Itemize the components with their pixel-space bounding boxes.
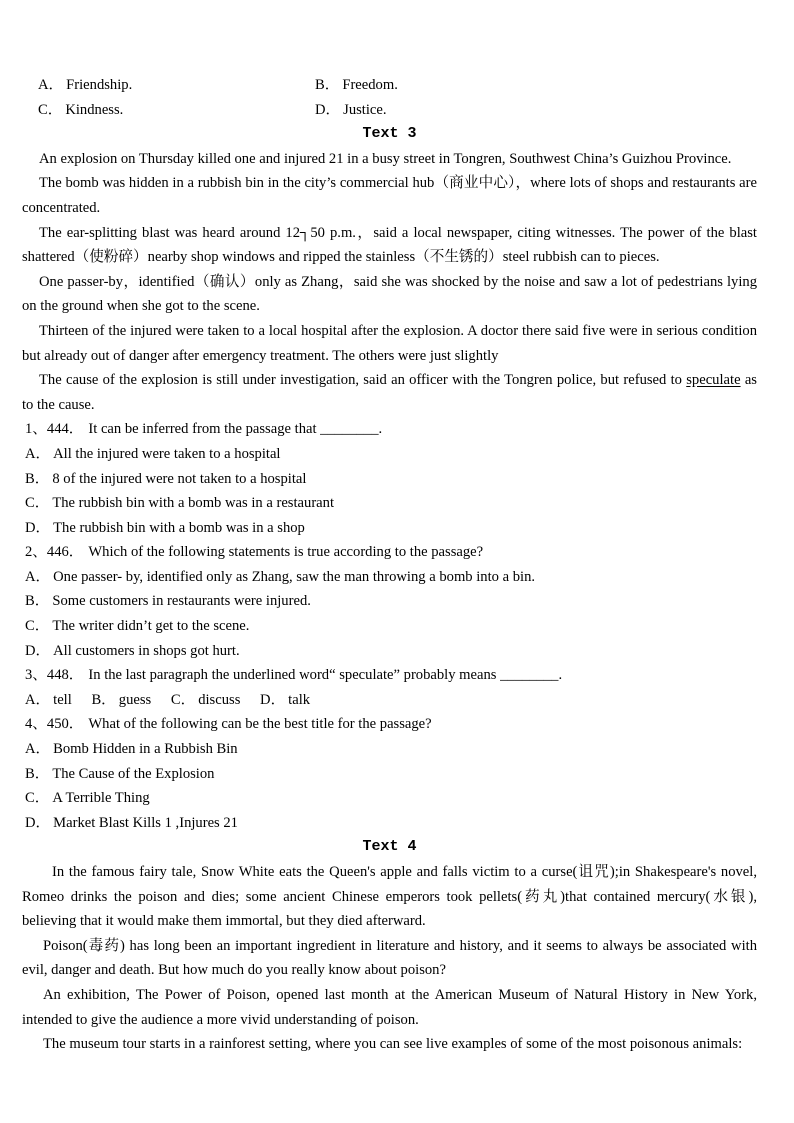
passage-paragraph: An exhibition, The Power of Poison, opened last month at the American Museum of Natural History in New York, intended to give the audience a more vivid understanding of poison. — [22, 986, 757, 1028]
option-letter: A． — [25, 445, 51, 462]
question-number: 4、450． — [25, 716, 84, 733]
option-letter: D． — [25, 814, 51, 831]
answer-option — [315, 73, 757, 98]
answer-option — [25, 467, 757, 492]
passage-paragraph — [22, 368, 757, 417]
option-text: The rubbish bin with a bomb was in a shop — [53, 519, 305, 536]
option-letter: C． — [25, 790, 50, 807]
question-number: 1、444． — [25, 421, 84, 438]
option-letter: A． — [25, 568, 51, 585]
option-letter: A． — [25, 741, 51, 758]
question-stem — [25, 540, 757, 565]
answer-option — [25, 737, 757, 762]
answer-option — [25, 786, 757, 811]
option-text: A Terrible Thing — [52, 790, 150, 807]
option-letter: D． — [315, 101, 341, 118]
answer-option — [25, 516, 757, 541]
option-text: Market Blast Kills 1 ,Injures 21 — [53, 814, 238, 831]
option-letter: C． — [25, 618, 50, 635]
answer-option — [38, 73, 315, 98]
answer-option — [25, 614, 757, 639]
answer-option — [25, 692, 72, 708]
option-text: talk — [288, 691, 311, 708]
paragraph-text: The cause of the explosion is still under investigation, said an officer with the Tongren police, but refused to — [39, 372, 687, 389]
answer-option — [25, 811, 757, 836]
question-number: 2、446． — [25, 544, 84, 561]
question-stem — [25, 417, 757, 442]
option-text: Some customers in restaurants were injured. — [52, 593, 311, 610]
option-text: Friendship. — [66, 77, 133, 93]
option-letter: B． — [25, 765, 50, 782]
passage-paragraph: One passer-by，identified（确认）only as Zhang，said she was shocked by the noise and saw a lot of pedestrians lying on the ground when she got to the scene. — [22, 273, 757, 315]
option-text: Freedom. — [342, 77, 398, 93]
option-text: discuss — [198, 691, 241, 708]
passage-paragraph: In the famous fairy tale, Snow White eats the Queen's apple and falls victim to a curse(诅咒);in Shakespeare's novel, Romeo drinks the poison and dies; some ancient Chinese emperors took pellets(药丸)that contained mercury(水银), believing that it would make them immortal, but they died afterward. — [22, 864, 757, 930]
option-text: Kindness. — [65, 101, 124, 118]
question-stem — [25, 663, 757, 688]
option-text: Justice. — [343, 101, 387, 118]
section-heading-text4: Text 4 — [362, 838, 417, 856]
underlined-word: speculate — [686, 372, 741, 389]
option-text: The Cause of the Explosion — [52, 765, 215, 782]
option-letter: A． — [25, 691, 51, 708]
option-text: The writer didn’t get to the scene. — [52, 618, 250, 635]
answer-option — [260, 692, 310, 708]
question-text: Which of the following statements is true according to the passage? — [88, 544, 484, 561]
option-text: guess — [118, 691, 152, 708]
option-letter: C． — [38, 101, 63, 118]
option-letter: B． — [25, 470, 50, 487]
passage-paragraph: Thirteen of the injured were taken to a local hospital after the explosion. A doctor there said five were in serious condition but already out of danger after emergency treatment. The others were just slightly — [22, 322, 757, 364]
option-letter: A． — [38, 77, 64, 93]
passage-paragraph: The ear-splitting blast was heard around 12┐50 p.m.，said a local newspaper, citing witnesses. The power of the blast shattered（使粉碎）nearby shop windows and ripped the stainless（不生锈的）steel rubbish can to pieces. — [22, 224, 757, 266]
question-stem — [25, 712, 757, 737]
answer-option — [25, 639, 757, 664]
answer-option — [171, 692, 241, 708]
prev-question-options — [22, 73, 757, 122]
option-letter: C． — [25, 495, 50, 512]
option-text: All customers in shops got hurt. — [53, 642, 240, 659]
option-letter: B． — [315, 77, 340, 93]
answer-option — [25, 442, 757, 467]
option-text: All the injured were taken to a hospital — [53, 445, 281, 462]
paragraph-text: as to the cause. — [22, 372, 757, 413]
option-text: The rubbish bin with a bomb was in a restaurant — [52, 495, 335, 512]
answer-option-row — [25, 688, 757, 713]
question-text: What of the following can be the best title for the passage? — [88, 716, 432, 733]
option-text: 8 of the injured were not taken to a hospital — [52, 470, 307, 487]
answer-option — [25, 565, 757, 590]
answer-option — [25, 589, 757, 614]
question-text: It can be inferred from the passage that ________. — [88, 421, 383, 438]
section-heading-text3: Text 3 — [362, 125, 417, 143]
option-letter: D． — [260, 691, 286, 708]
passage-paragraph: An explosion on Thursday killed one and injured 21 in a busy street in Tongren, Southwest China’s Guizhou Province. — [39, 150, 732, 167]
option-letter: D． — [25, 642, 51, 659]
answer-option — [25, 491, 757, 516]
option-letter: B． — [91, 691, 116, 708]
passage-paragraph: The bomb was hidden in a rubbish bin in the city’s commercial hub（商业中心），where lots of shops and restaurants are concentrated. — [22, 175, 757, 216]
option-letter: B． — [25, 593, 50, 610]
answer-option — [315, 98, 757, 123]
answer-option — [25, 762, 757, 787]
answer-option — [91, 692, 151, 708]
option-letter: C． — [170, 691, 196, 708]
question-text: In the last paragraph the underlined word“ speculate” probably means ________. — [88, 667, 563, 684]
option-letter: D． — [25, 519, 51, 536]
option-text: Bomb Hidden in a Rubbish Bin — [53, 741, 238, 758]
passage-paragraph: Poison(毒药) has long been an important ingredient in literature and history, and it seems to always be associated with evil, danger and death. But how much do you really know about poison? — [22, 937, 757, 979]
passage-paragraph: The museum tour starts in a rainforest setting, where you can see live examples of some of the most poisonous animals: — [43, 1036, 743, 1053]
question-number: 3、448． — [25, 667, 84, 684]
option-text: tell — [53, 691, 72, 708]
answer-option — [38, 98, 315, 123]
option-text: One passer- by, identified only as Zhang, saw the man throwing a bomb into a bin. — [53, 568, 536, 585]
